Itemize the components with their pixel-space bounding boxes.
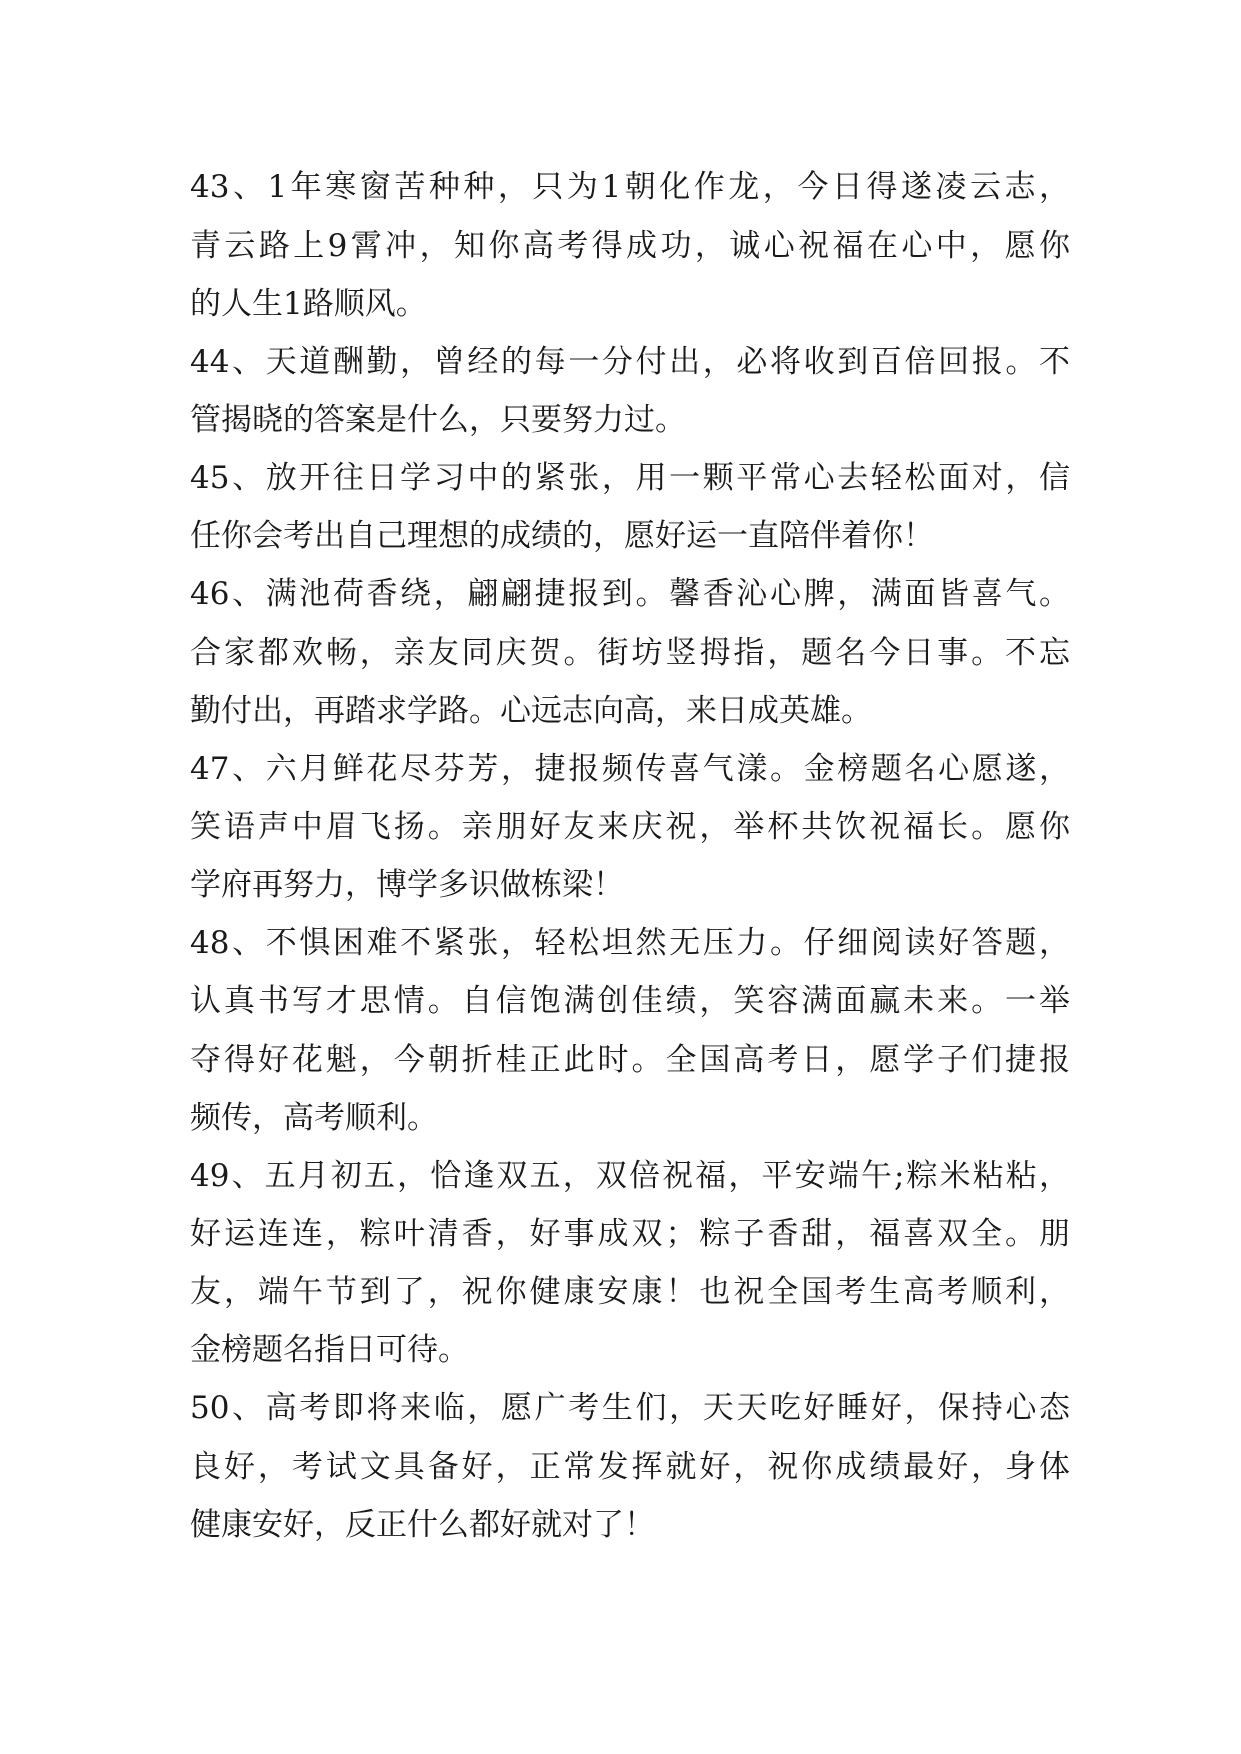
text-line: 友，端午节到了，祝你健康安康！也祝全国考生高考顺利， <box>190 1274 1070 1310</box>
text-line: 任你会考出自己理想的成绩的，愿好运一直陪伴着你！ <box>190 518 934 554</box>
text-line: 47、六月鲜花尽芬芳，捷报频传喜气漾。金榜题名心愿遂， <box>190 751 1070 787</box>
text-line: 46、满池荷香绕，翩翩捷报到。馨香沁心脾，满面皆喜气。 <box>190 576 1070 612</box>
text-line: 金榜题名指日可待。 <box>190 1332 469 1368</box>
text-line: 管揭晓的答案是什么，只要努力过。 <box>190 402 686 438</box>
text-line: 健康安好，反正什么都好就对了！ <box>190 1507 655 1543</box>
text-line: 良好，考试文具备好，正常发挥就好，祝你成绩最好，身体 <box>190 1449 1070 1485</box>
text-line: 48、不惧困难不紧张，轻松坦然无压力。仔细阅读好答题， <box>190 925 1070 961</box>
text-line: 的人生1路顺风。 <box>190 286 427 322</box>
text-line: 合家都欢畅，亲友同庆贺。街坊竖拇指，题名今日事。不忘 <box>190 635 1070 671</box>
text-line: 频传，高考顺利。 <box>190 1100 438 1136</box>
text-line: 夺得好花魁，今朝折桂正此时。全国高考日，愿学子们捷报 <box>190 1042 1070 1078</box>
text-line: 44、天道酬勤，曾经的每一分付出，必将收到百倍回报。不 <box>190 344 1070 380</box>
text-line: 青云路上9霄冲，知你高考得成功，诚心祝福在心中，愿你 <box>190 228 1070 264</box>
text-line: 43、1年寒窗苦种种，只为1朝化作龙，今日得遂凌云志， <box>190 169 1070 205</box>
text-line: 认真书写才思情。自信饱满创佳绩，笑容满面赢未来。一举 <box>190 983 1070 1019</box>
text-line: 49、五月初五，恰逢双五，双倍祝福，平安端午;粽米粘粘， <box>190 1158 1070 1194</box>
text-line: 50、高考即将来临，愿广考生们，天天吃好睡好，保持心态 <box>190 1390 1070 1426</box>
text-line: 笑语声中眉飞扬。亲朋好友来庆祝，举杯共饮祝福长。愿你 <box>190 809 1070 845</box>
text-line: 45、放开往日学习中的紧张，用一颗平常心去轻松面对，信 <box>190 460 1070 496</box>
text-line: 学府再努力，博学多识做栋梁！ <box>190 867 624 903</box>
text-line: 勤付出，再踏求学路。心远志向高，来日成英雄。 <box>190 693 872 729</box>
text-line: 好运连连，粽叶清香，好事成双；粽子香甜，福喜双全。朋 <box>190 1216 1070 1252</box>
